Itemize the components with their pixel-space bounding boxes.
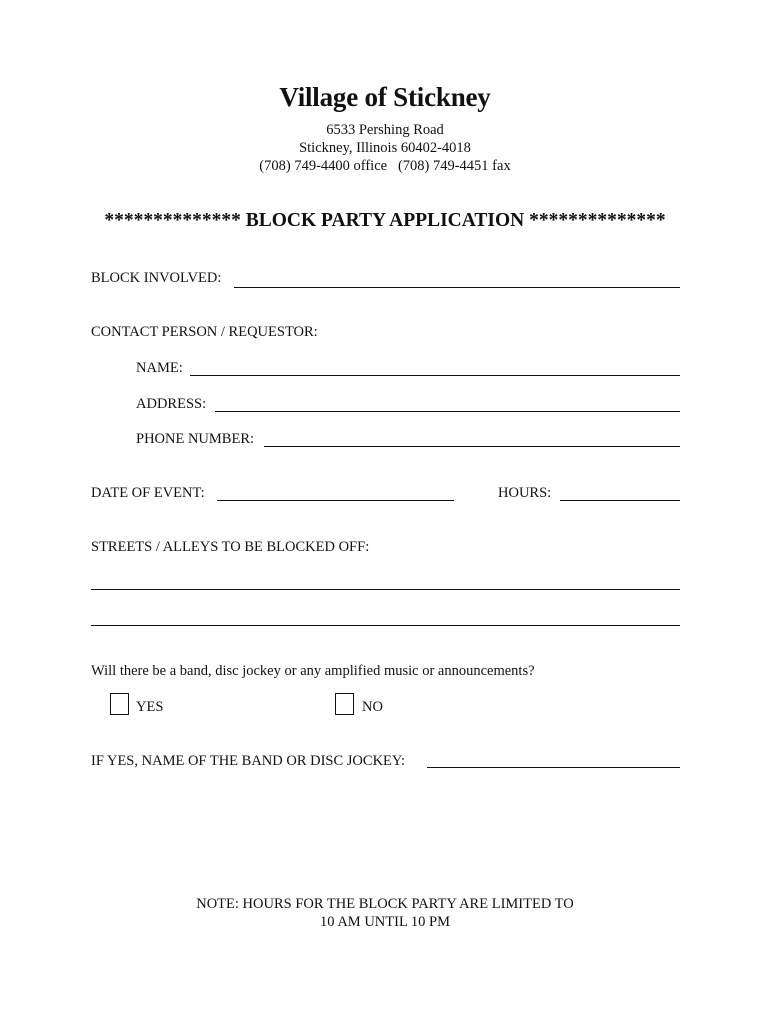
music-question: Will there be a band, disc jockey or any amplified music or announcements?	[91, 663, 535, 679]
block-involved-label: BLOCK INVOLVED:	[91, 270, 222, 286]
yes-checkbox[interactable]	[110, 693, 129, 715]
date-of-event-field[interactable]	[217, 500, 454, 501]
band-name-field[interactable]	[427, 767, 680, 768]
note-line-2: 10 AM UNTIL 10 PM	[320, 914, 450, 930]
date-of-event-label: DATE OF EVENT:	[91, 485, 205, 501]
streets-label: STREETS / ALLEYS TO BE BLOCKED OFF:	[91, 539, 370, 555]
page-title: Village of Stickney	[279, 82, 491, 112]
note-line-1: NOTE: HOURS FOR THE BLOCK PARTY ARE LIMITED TO	[196, 896, 574, 912]
yes-label: YES	[136, 699, 164, 715]
hours-field[interactable]	[560, 500, 680, 501]
no-label: NO	[362, 699, 383, 715]
address-label: ADDRESS:	[136, 396, 207, 412]
phone-number-label: PHONE NUMBER:	[136, 431, 255, 447]
hours-label: HOURS:	[498, 485, 552, 501]
address-line-2: Stickney, Illinois 60402-4018	[299, 140, 471, 156]
band-name-label: IF YES, NAME OF THE BAND OR DISC JOCKEY:	[91, 753, 406, 769]
contact-person-label: CONTACT PERSON / REQUESTOR:	[91, 324, 318, 340]
streets-field-line-2[interactable]	[91, 625, 680, 626]
form-heading: ************** BLOCK PARTY APPLICATION **************	[104, 210, 666, 231]
address-line-1: 6533 Pershing Road	[326, 122, 444, 138]
no-checkbox[interactable]	[335, 693, 354, 715]
name-field[interactable]	[190, 375, 680, 376]
phone-number-field[interactable]	[264, 446, 680, 447]
name-label: NAME:	[136, 360, 183, 376]
phone-fax-line: (708) 749-4400 office (708) 749-4451 fax	[259, 158, 511, 174]
block-involved-field[interactable]	[234, 287, 680, 288]
address-field[interactable]	[215, 411, 680, 412]
streets-field-line-1[interactable]	[91, 589, 680, 590]
